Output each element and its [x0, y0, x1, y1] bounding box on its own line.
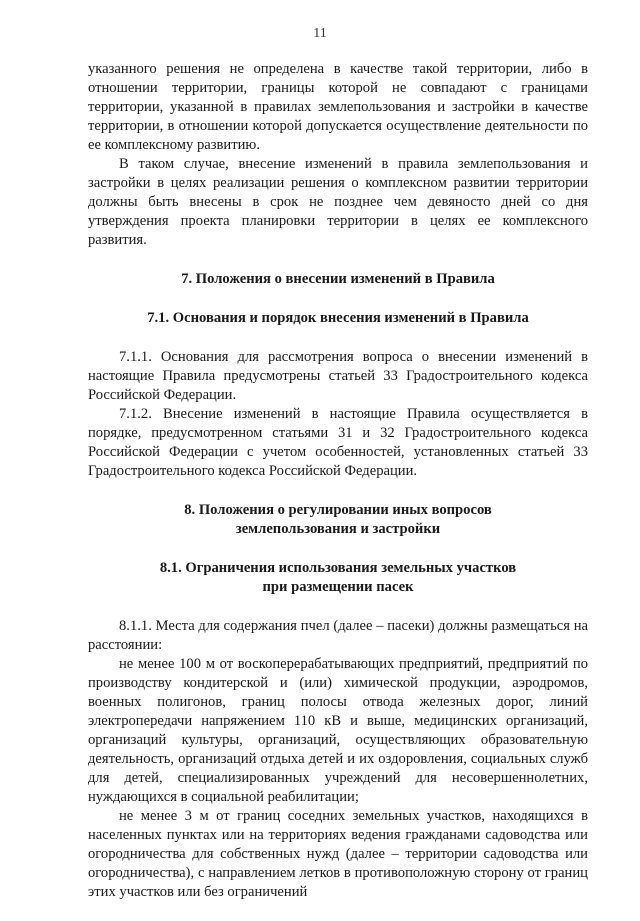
clause-8-1-1-distance-100m: не менее 100 м от воскоперерабатывающих предприятий, предприятий по производству кондитерской и (или) химической продукции, аэродромов, военных полигонов, границ полосы отвода железных дорог, линий электропередачи напряжением 110 кВ и выше, медицинских организаций, организаций культуры, организаций, осуществляющих образовательную деятельность, организаций отдыха детей и их оздоровления, социальных служб для детей, специализированных учреждений для несовершеннолетних, нуждающихся в социальной реабилитации; [88, 656, 588, 805]
page-number: 11 [313, 26, 327, 41]
paragraph-intro-continuation: указанного решения не определена в качестве такой территории, либо в отношении территории, границы которой не совпадают с границами территории, указанной в правилах землепользования и застройки в качестве территории, в отношении которой допускается осуществление деятельности по ее комплексному развитию. [88, 61, 588, 153]
clause-7-1-1: 7.1.1. Основания для рассмотрения вопроса о внесении изменений в настоящие Правила предусмотрены статьей 33 Градостроительного кодекса Российской Федерации. [88, 349, 588, 403]
subsection-7-1-heading: 7.1. Основания и порядок внесения изменений в Правила [147, 310, 529, 326]
clause-8-1-1: 8.1.1. Места для содержания пчел (далее – пасеки) должны размещаться на расстоянии: [88, 618, 588, 653]
section-8-heading-line2: землепользования и застройки [235, 521, 441, 537]
document-body [88, 60, 588, 902]
subsection-8-1-heading-line2: при размещении пасек [262, 579, 414, 595]
subsection-8-1-heading-line1: 8.1. Ограничения использования земельных участков [159, 560, 517, 576]
section-7-heading: 7. Положения о внесении изменений в Правила [181, 271, 495, 287]
paragraph-intro-amendments: В таком случае, внесение изменений в правила землепользования и застройки в целях реализации решения о комплексном развитии территории должны быть внесены в срок не позднее чем девяносто дней со дня утверждения проекта планировки территории в целях ее комплексного развития. [88, 156, 588, 248]
clause-7-1-2: 7.1.2. Внесение изменений в настоящие Правила осуществляется в порядке, предусмотренном статьями 31 и 32 Градостроительного кодекса Российской Федерации с учетом особенностей, установленных статьей 33 Градостроительного кодекса Российской Федерации. [88, 406, 588, 479]
section-8-heading-line1: 8. Положения о регулировании иных вопросов [184, 502, 492, 518]
clause-8-1-1-distance-3m: не менее 3 м от границ соседних земельных участков, находящихся в населенных пунктах или на территориях ведения гражданами садоводства или огородничества для собственных нужд (далее – территории садоводства или огородничества), с направлением летков в противоположную сторону от границ этих участков или без ограничений [88, 808, 588, 900]
